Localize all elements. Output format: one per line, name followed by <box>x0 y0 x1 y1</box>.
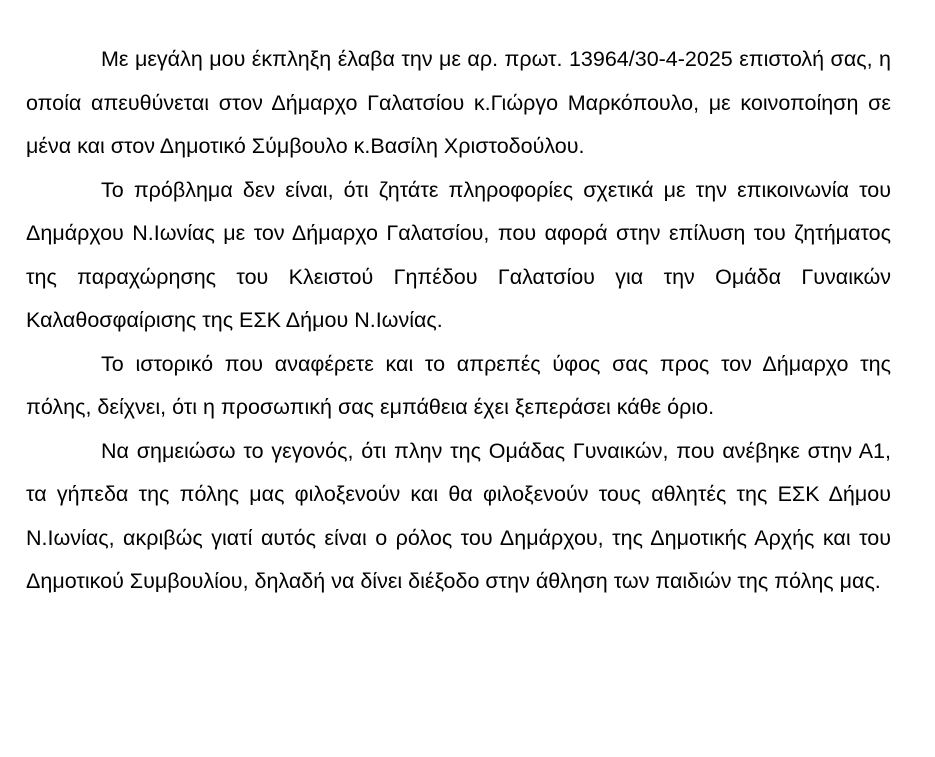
paragraph-history-and-tone: Το ιστορικό που αναφέρετε και το απρεπές ύφος σας προς τον Δήμαρχο της πόλης, δείχνει, ότι η προσωπική σας εμπάθεια έχει ξεπεράσει κάθε όριο. <box>26 351 891 419</box>
paragraph-received-letter: Με μεγάλη μου έκπληξη έλαβα την με αρ. πρωτ. 13964/30-4-2025 επιστολή σας, η οποία απευθύνεται στον Δήμαρχο Γαλατσίου κ.Γιώργο Μαρκόπουλο, με κοινοποίηση σε μένα και στον Δημοτικό Σύμβουλο κ.Βασίλη Χριστοδούλου. <box>26 47 891 158</box>
letter-body <box>26 38 891 604</box>
paragraph-the-problem: Το πρόβλημα δεν είναι, ότι ζητάτε πληροφορίες σχετικά με την επικοινωνία του Δημάρχου Ν.Ιωνίας με τον Δήμαρχο Γαλατσίου, που αφορά στην επίλυση του ζητήματος της παραχώρησης του Κλειστού Γηπέδου Γαλατσίου για την Ομάδα Γυναικών Καλαθοσφαίρισης της ΕΣΚ Δήμου Ν.Ιωνίας. <box>26 177 891 332</box>
paragraph-city-courts-role: Να σημειώσω το γεγονός, ότι πλην της Ομάδας Γυναικών, που ανέβηκε στην Α1, τα γήπεδα της πόλης μας φιλοξενούν και θα φιλοξενούν τους αθλητές της ΕΣΚ Δήμου Ν.Ιωνίας, ακριβώς γιατί αυτός είναι ο ρόλος του Δημάρχου, της Δημοτικής Αρχής και του Δημοτικού Συμβουλίου, δηλαδή να δίνει διέξοδο στην άθληση των παιδιών της πόλης μας. <box>26 438 891 593</box>
